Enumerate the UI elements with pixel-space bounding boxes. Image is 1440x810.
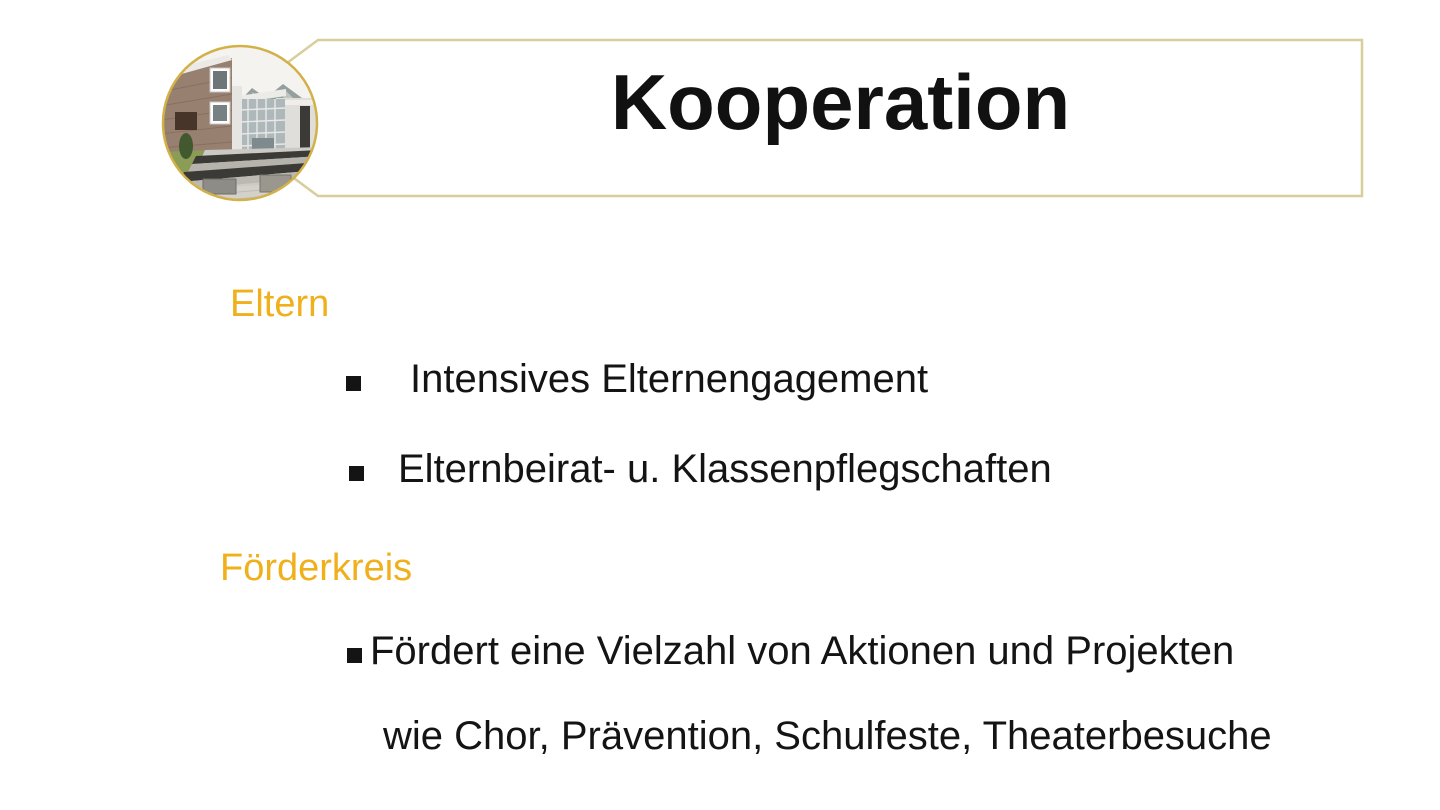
bullet-marker	[346, 376, 361, 391]
bullet-item	[346, 358, 928, 400]
bullet-text: Elternbeirat- u. Klassenpflegschaften	[398, 447, 1052, 491]
bullet-marker	[347, 648, 362, 663]
section-heading-eltern: Eltern	[230, 283, 330, 325]
bullet-marker	[349, 466, 364, 481]
section-heading-foerderkreis: Förderkreis	[220, 547, 413, 589]
bullet-item	[347, 630, 1234, 672]
slide-title: Kooperation	[610, 58, 1071, 146]
bullet-text: Fördert eine Vielzahl von Aktionen und Projekten	[370, 629, 1235, 673]
bullet-text: Intensives Elternengagement	[410, 357, 929, 401]
bullet-continuation-text: wie Chor, Prävention, Schulfeste, Theaterbesuche	[383, 714, 1272, 758]
bullet-item	[349, 448, 1052, 490]
